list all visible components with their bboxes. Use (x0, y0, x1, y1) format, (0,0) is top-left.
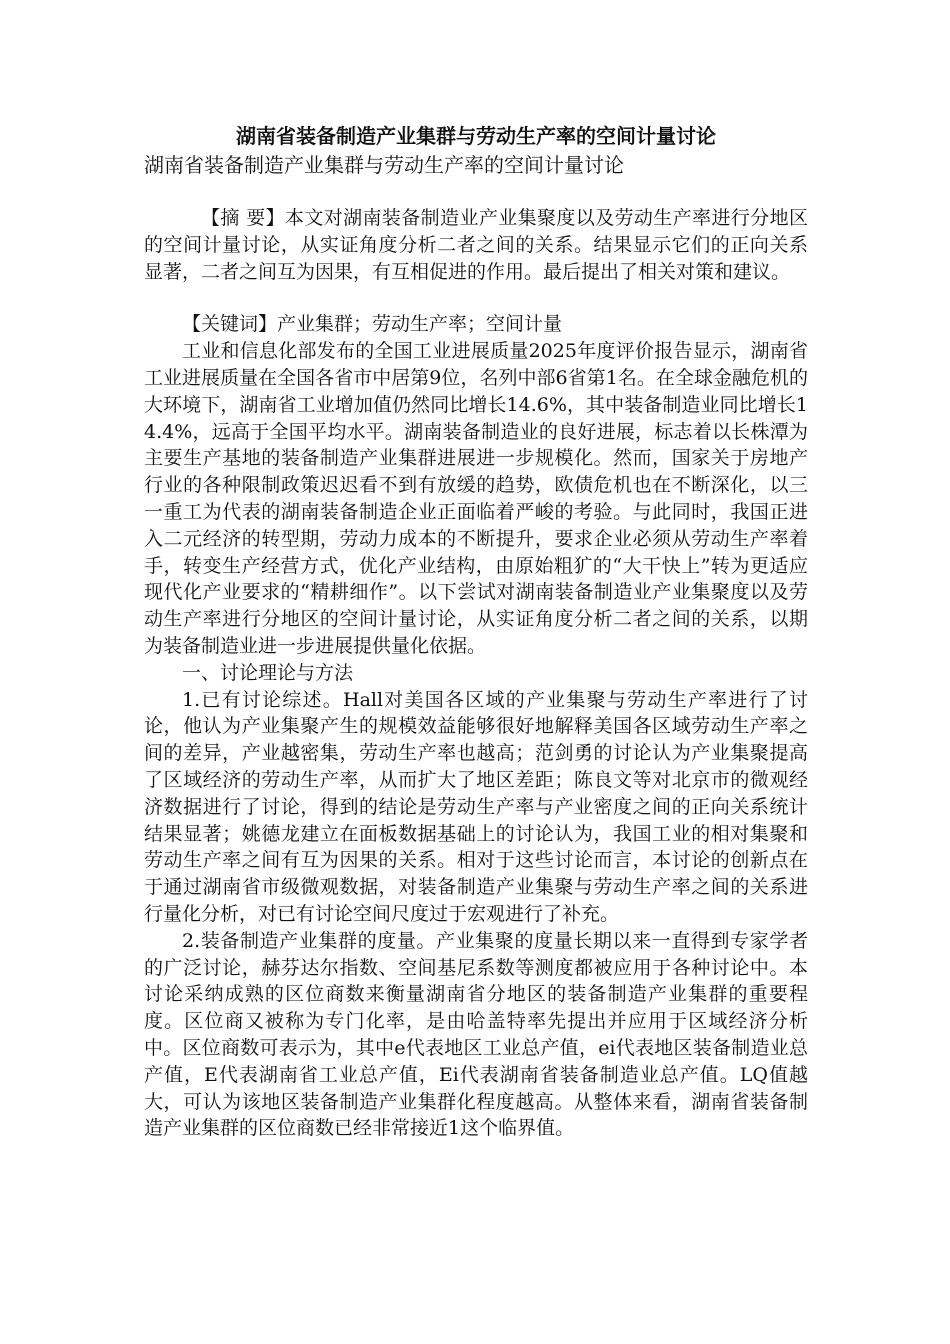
intro-paragraph: 工业和信息化部发布的全国工业进展质量2025年度评价报告显示，湖南省工业进展质量在全国各省市中居第9位，名列中部6省第1名。在全球金融危机的大环境下，湖南省工业增加值仍然同比增长14.6%，其中装备制造业同比增长14.4%，远高于全国平均水平。湖南装备制造业的良好进展，标志着以长株潭为主要生产基地的装备制造产业集群进展进一步规模化。然而，国家关于房地产行业的各种限制政策迟迟看不到有放缓的趋势，欧债危机也在不断深化，以三一重工为代表的湖南装备制造企业正面临着严峻的考验。与此同时，我国正进入二元经济的转型期，劳动力成本的不断提升，要求企业必须从劳动生产率着手，转变生产经营方式，优化产业结构，由原始粗犷的“大干快上”转为更适应现代化产业要求的“精耕细作”。以下尝试对湖南装备制造业产业集聚度以及劳动生产率进行分地区的空间计量讨论，从实证角度分析二者之间的关系，以期为装备制造业进一步进展提供量化依据。 (144, 340, 808, 657)
cluster-measurement-paragraph: 2.装备制造产业集群的度量。产业集聚的度量长期以来一直得到专家学者的广泛讨论，赫芬达尔指数、空间基尼系数等测度都被应用于各种讨论中。本讨论采纳成熟的区位商数来衡量湖南省分地区的装备制造产业集群的重要程度。区位商又被称为专门化率，是由哈盖特率先提出并应用于区域经济分析中。区位商数可表示为，其中e代表地区工业总产值，ei代表地区装备制造业总产值，E代表湖南省工业总产值，Ei代表湖南省装备制造业总产值。LQ值越大，可认为该地区装备制造产业集群化程度越高。从整体来看，湖南省装备制造产业集群的区位商数已经非常接近1这个临界值。 (144, 929, 808, 1140)
document-body (144, 121, 808, 1142)
spacer (144, 285, 808, 311)
keywords-line: 【关键词】产业集群；劳动生产率；空间计量 (182, 313, 563, 336)
section-heading: 一、讨论理论与方法 (182, 661, 354, 684)
document-title: 湖南省装备制造产业集群与劳动生产率的空间计量讨论 (236, 124, 716, 148)
document-subtitle: 湖南省装备制造产业集群与劳动生产率的空间计量讨论 (144, 153, 624, 177)
spacer (144, 179, 808, 205)
abstract-paragraph: 【摘 要】本文对湖南装备制造业产业集聚度以及劳动生产率进行分地区的空间计量讨论，从实证角度分析二者之间的关系。结果显示它们的正向关系显著，二者之间互为因果，有互相促进的作用。最后提出了相关对策和建议。 (144, 207, 808, 283)
literature-review-paragraph: 1.已有讨论综述。Hall对美国各区域的产业集聚与劳动生产率进行了讨论，他认为产业集聚产生的规模效益能够很好地解释美国各区域劳动生产率之间的差异，产业越密集，劳动生产率也越高；范剑勇的讨论认为产业集聚提高了区域经济的劳动生产率，从而扩大了地区差距；陈良文等对北京市的微观经济数据进行了讨论，得到的结论是劳动生产率与产业密度之间的正向关系统计结果显著；姚德龙建立在面板数据基础上的讨论认为，我国工业的相对集聚和劳动生产率之间有互为因果的关系。相对于这些讨论而言，本讨论的创新点在于通过湖南省市级微观数据，对装备制造产业集聚与劳动生产率之间的关系进行量化分析，对已有讨论空间尺度过于宏观进行了补充。 (144, 688, 808, 925)
